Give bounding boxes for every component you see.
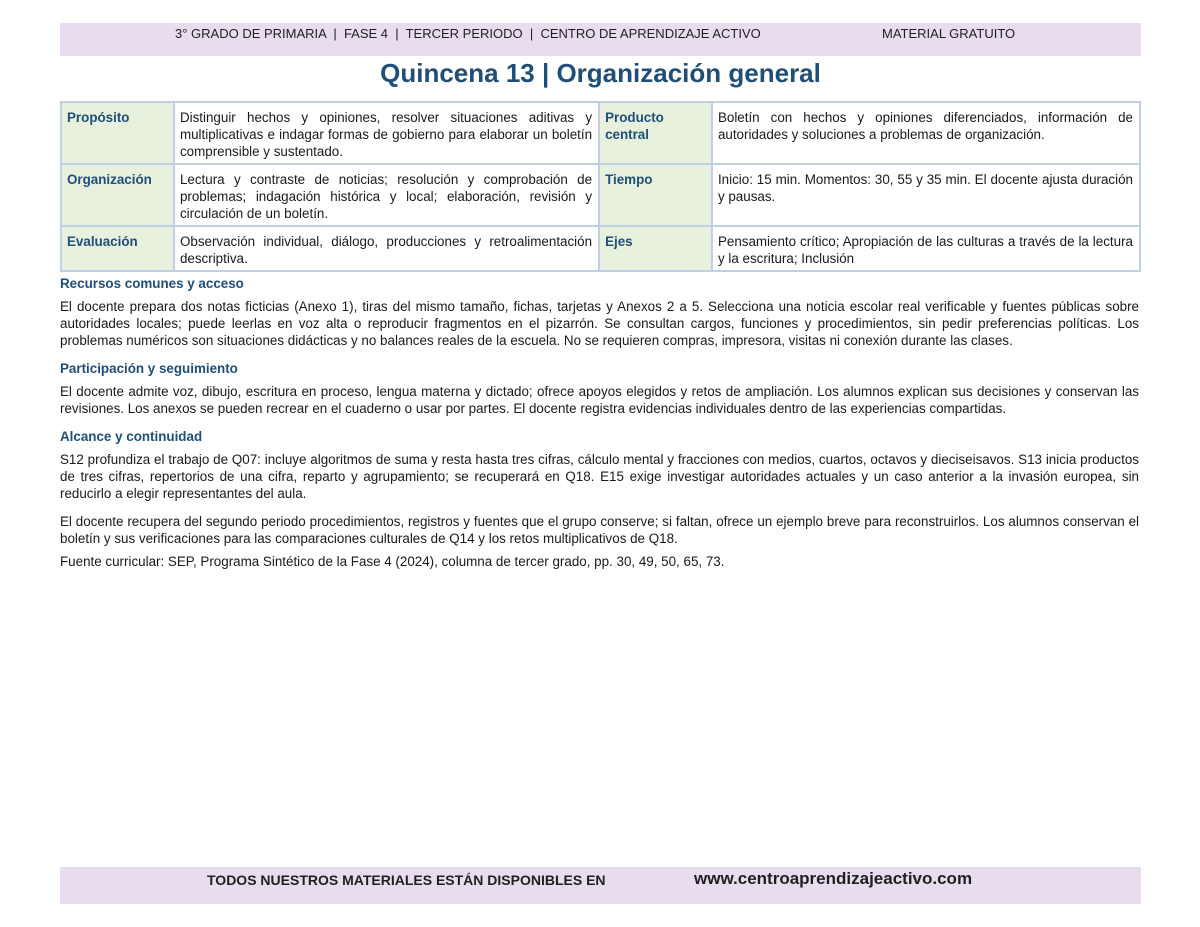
- label-producto-central: Producto central: [599, 102, 712, 164]
- value-tiempo: Inicio: 15 min. Momentos: 30, 55 y 35 min. El docente ajusta duración y pausas.: [712, 164, 1140, 226]
- table-row: [61, 102, 1140, 164]
- section-text: S12 profundiza el trabajo de Q07: incluye algoritmos de suma y resta hasta tres cifras, cálculo mental y fracciones con medios, cuartos, octavos y dieciseisavos. S13 inicia productos de tres cifras, repertorios de una cifra, reparto y agrupamiento; se recuperará en Q18. E15 exige investigar autoridades actuales y un caso anterior a la invasión europea, sin reducirlo a elegir representantes del aula.: [60, 452, 1139, 501]
- section-recursos: [60, 275, 1139, 349]
- section-heading: Recursos comunes y acceso: [60, 276, 244, 291]
- curricular-source: Fuente curricular: SEP, Programa Sintético de la Fase 4 (2024), columna de tercer grado, pp. 30, 49, 50, 65, 73.: [60, 554, 725, 569]
- section-heading: Alcance y continuidad: [60, 429, 203, 444]
- header-free-material: MATERIAL GRATUITO: [882, 26, 1016, 41]
- section-text: El docente admite voz, dibujo, escritura en proceso, lengua materna y dictado; ofrece apoyos elegidos y retos de ampliación. Los alumnos explican sus decisiones y conservan las revisiones. Los anexos se pueden recrear en el cuaderno o usar por partes. El docente registra evidencias individuales dentro de las experiencias compartidas.: [60, 384, 1139, 416]
- label-organizacion: Organización: [61, 164, 174, 226]
- value-proposito: Distinguir hechos y opiniones, resolver situaciones aditivas y multiplicativas e indagar formas de gobierno para elaborar un boletín comprensible y sustentado.: [174, 102, 599, 164]
- footer-band: [60, 867, 1141, 904]
- table-row: [61, 164, 1140, 226]
- organization-table: [60, 101, 1141, 272]
- page-title: Quincena 13 | Organización general: [380, 58, 821, 88]
- label-proposito: Propósito: [61, 102, 174, 164]
- header-grade-info: 3° GRADO DE PRIMARIA | FASE 4 | TERCER PERIODO | CENTRO DE APRENDIZAJE ACTIVO: [175, 26, 761, 41]
- value-ejes: Pensamiento crítico; Apropiación de las culturas a través de la lectura y la escritura; Inclusión: [712, 226, 1140, 271]
- section-text: El docente prepara dos notas ficticias (Anexo 1), tiras del mismo tamaño, fichas, tarjetas y Anexos 2 a 5. Selecciona una noticia escolar real verificable y fuentes públicas sobre autoridades locales; puede leerlas en voz alta o reproducir fragmentos en el pizarrón. Se consultan cargos, funciones y procedimientos, sin pedir preferencias políticas. Los problemas numéricos son situaciones didácticas y no balances reales de la escuela. No se requieren compras, impresora, visitas ni conexión durante las clases.: [60, 299, 1139, 348]
- section-participacion: [60, 360, 1139, 417]
- label-evaluacion: Evaluación: [61, 226, 174, 271]
- footer-website-link[interactable]: www.centroaprendizajeactivo.com: [694, 869, 973, 888]
- table-row: [61, 226, 1140, 271]
- section-heading: Participación y seguimiento: [60, 361, 238, 376]
- value-organizacion: Lectura y contraste de noticias; resolución y comprobación de problemas; indagación histórica y local; elaboración, revisión y circulación de un boletín.: [174, 164, 599, 226]
- main-content: [60, 275, 1139, 581]
- value-producto-central: Boletín con hechos y opiniones diferenciados, información de autoridades y soluciones a problemas de organización.: [712, 102, 1140, 164]
- label-tiempo: Tiempo: [599, 164, 712, 226]
- section-alcance: [60, 428, 1139, 502]
- value-evaluacion: Observación individual, diálogo, producciones y retroalimentación descriptiva.: [174, 226, 599, 271]
- continuity-paragraph: El docente recupera del segundo periodo procedimientos, registros y fuentes que el grupo conserve; si faltan, ofrece un ejemplo breve para reconstruirlos. Los alumnos conservan el boletín y sus verificaciones para las comparaciones culturales de Q14 y los retos multiplicativos de Q18.: [60, 514, 1139, 546]
- footer-availability-text: TODOS NUESTROS MATERIALES ESTÁN DISPONIBLES EN: [207, 872, 606, 888]
- label-ejes: Ejes: [599, 226, 712, 271]
- header-band: [60, 23, 1141, 56]
